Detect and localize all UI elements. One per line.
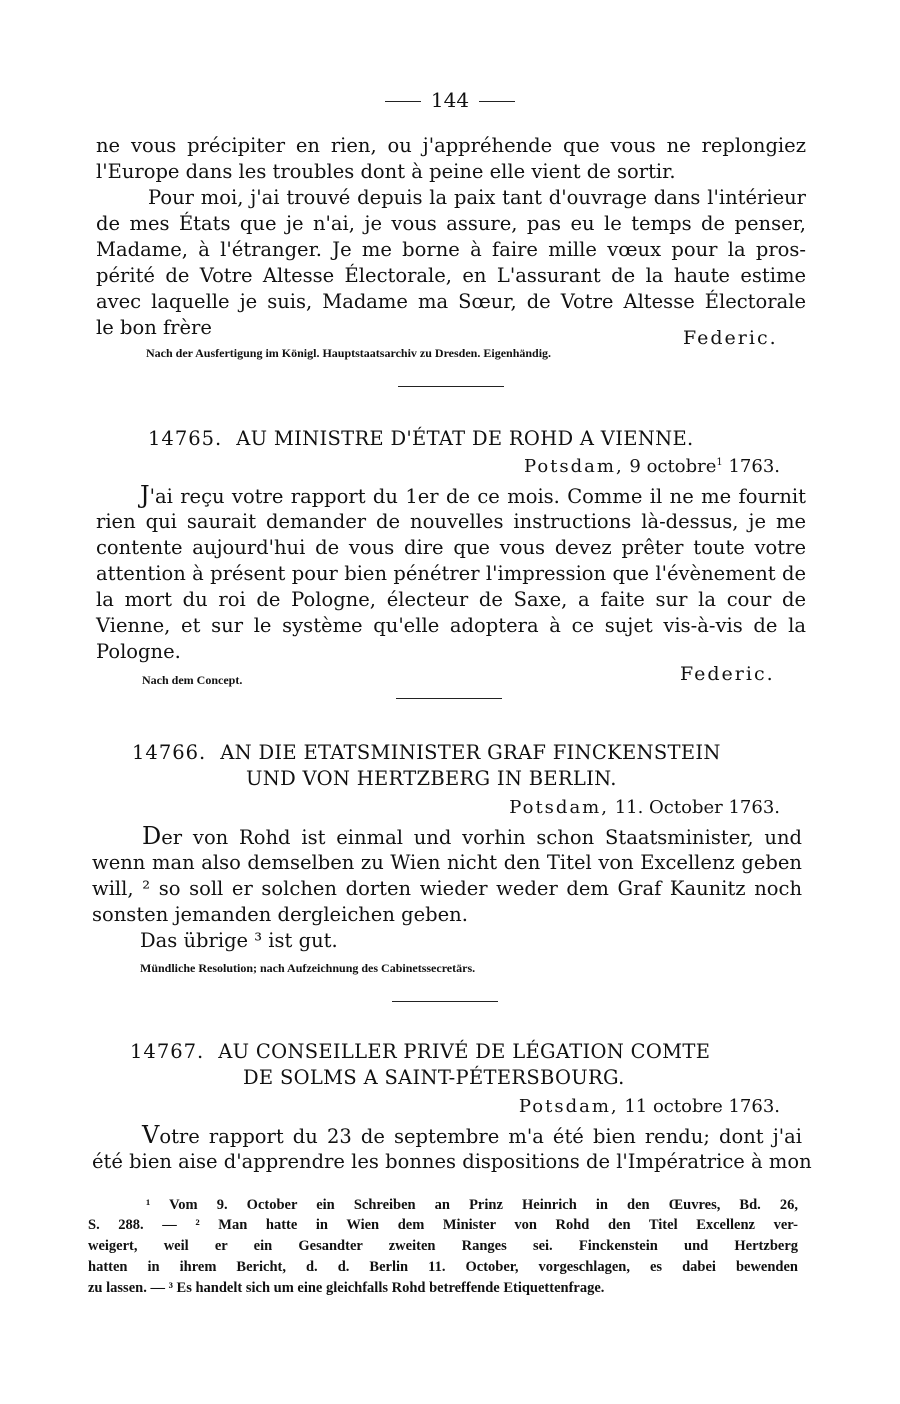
initial-letter: J <box>140 481 150 509</box>
letter-heading <box>130 1040 710 1063</box>
body-line: contente aujourd'hui de vous dire que vous devez prêter toute votre <box>96 536 806 559</box>
section-divider <box>398 386 504 387</box>
date-year: 1763. <box>728 456 780 477</box>
letter-number: 14767. <box>130 1040 205 1063</box>
footnote-line: hatten in ihrem Bericht, d. d. Berlin 11. October, vorgeschlagen, es dabei bewenden <box>88 1259 798 1275</box>
body-line: Der von Rohd ist einmal und vorhin schon Staatsminister, und <box>142 822 802 850</box>
body-line: Pour moi, j'ai trouvé depuis la paix tant d'ouvrage dans l'intérieur <box>148 186 806 209</box>
letter-number: 14766. <box>132 741 207 764</box>
body-line: été bien aise d'apprendre les bonnes dispositions de l'Impératrice à mon <box>92 1150 812 1173</box>
body-line: sonsten jemanden dergleichen geben. <box>92 903 468 926</box>
section-divider <box>392 1001 498 1002</box>
letter-date <box>519 1096 780 1117</box>
letter-title-line2: UND VON HERTZBERG IN BERLIN. <box>246 767 617 790</box>
date-place: Potsdam, <box>509 797 609 818</box>
body-line: will, ² so soll er solchen dorten wieder weder dem Graf Kaunitz noch <box>92 877 802 900</box>
body-line: périté de Votre Altesse Électorale, en L'assurant de la haute estime <box>96 264 806 287</box>
body-line: Das übrige ³ ist gut. <box>140 929 338 952</box>
page-number: 144 <box>0 88 900 112</box>
body-line: avec laquelle je suis, Madame ma Sœur, de Votre Altesse Électorale <box>96 290 806 313</box>
body-line: Vienne, et sur le système qu'elle adoptera à ce sujet vis-à-vis de la <box>96 614 806 637</box>
body-line: Pologne. <box>96 640 181 663</box>
body-line: attention à présent pour bien pénétrer l'impression que l'évènement de <box>96 562 806 585</box>
date-place: Potsdam, <box>523 456 624 477</box>
body-line: rien qui saurait demander de nouvelles instructions là-dessus, je me <box>96 510 806 533</box>
source-note: Mündliche Resolution; nach Aufzeichnung des Cabinetssecretärs. <box>140 961 476 975</box>
footnote-line: ¹ Vom 9. October ein Schreiben an Prinz Heinrich in den Œuvres, Bd. 26, <box>146 1197 798 1213</box>
body-line: ne vous précipiter en rien, ou j'appréhende que vous ne replongiez <box>96 134 806 157</box>
date-place: Potsdam, <box>518 1096 619 1117</box>
body-line: de mes États que je n'ai, je vous assure, pas eu le temps de penser, <box>96 212 806 235</box>
body-line: Votre rapport du 23 de septembre m'a été bien rendu; dont j'ai <box>142 1121 802 1149</box>
letter-title-line2: DE SOLMS A SAINT-PÉTERSBOURG. <box>243 1066 625 1089</box>
body-line: la mort du roi de Pologne, électeur de Saxe, a faite sur la cour de <box>96 588 806 611</box>
section-divider <box>396 698 502 699</box>
initial-letter: D <box>142 822 162 850</box>
signature: Federic. <box>680 663 775 685</box>
footnote-line: zu lassen. — ³ Es handelt sich um eine gleichfalls Rohd betreffende Etiquettenfrage. <box>88 1280 605 1296</box>
body-line: J'ai reçu votre rapport du 1er de ce mois. Comme il ne me fournit <box>140 481 806 509</box>
letter-title: AU CONSEILLER PRIVÉ DE LÉGATION COMTE <box>218 1040 711 1063</box>
letter-heading <box>148 427 694 450</box>
body-line: wenn man also demselben zu Wien nicht den Titel von Excellenz geben <box>92 851 802 874</box>
date-day: 11. October 1763. <box>614 797 780 818</box>
page-number-dash-right <box>479 101 515 102</box>
letter-heading <box>132 741 721 764</box>
page-number-dash-left <box>385 101 421 102</box>
source-note: Nach der Ausfertigung im Königl. Hauptstaatsarchiv zu Dresden. Eigenhändig. <box>146 346 552 360</box>
source-note: Nach dem Concept. <box>142 673 243 687</box>
letter-date <box>509 797 780 818</box>
footnote-ref: 1 <box>716 457 723 468</box>
letter-title: AU MINISTRE D'ÉTAT DE ROHD A VIENNE. <box>236 427 694 450</box>
letter-number: 14765. <box>148 427 223 450</box>
footnote-line: weigert, weil er ein Gesandter zweiten Ranges sei. Finckenstein und Hertzberg <box>88 1238 798 1254</box>
signature: Federic. <box>683 327 778 349</box>
date-day: 11 octobre 1763. <box>624 1096 780 1117</box>
initial-letter: V <box>142 1121 160 1149</box>
body-line: l'Europe dans les troubles dont à peine elle vient de sortir. <box>96 160 676 183</box>
footnote-line: S. 288. — ² Man hatte in Wien dem Minister von Rohd den Titel Excellenz ver- <box>88 1217 798 1233</box>
date-day: 9 octobre <box>629 456 717 477</box>
letter-date <box>524 456 780 477</box>
letter-title: AN DIE ETATSMINISTER GRAF FINCKENSTEIN <box>220 741 721 764</box>
body-line: le bon frère <box>96 316 212 339</box>
body-line: Madame, à l'étranger. Je me borne à faire mille vœux pour la pros- <box>96 238 806 261</box>
